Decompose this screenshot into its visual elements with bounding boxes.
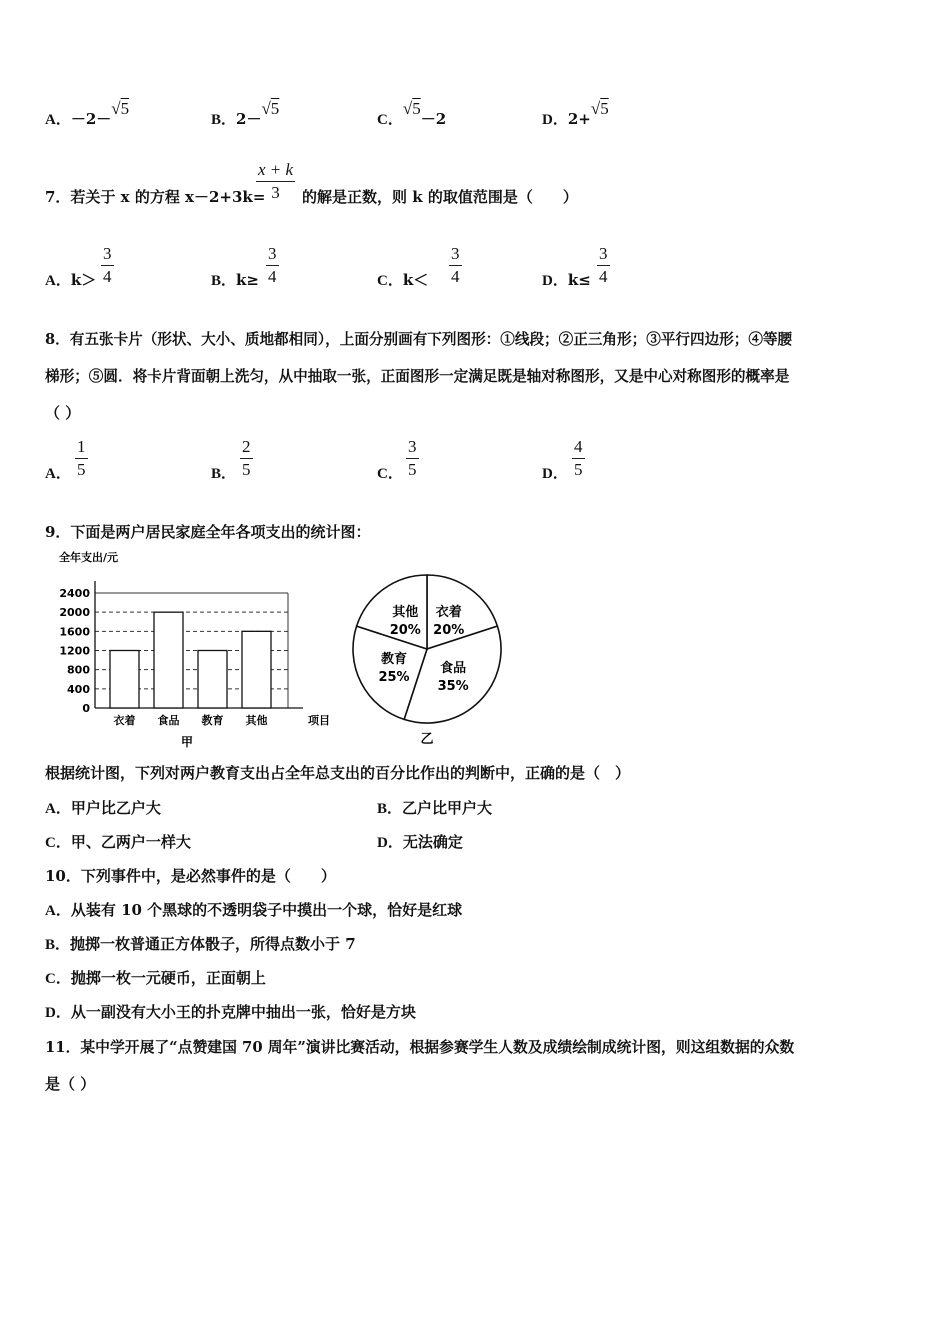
bar-chart-category-label: 衣着 [113,714,136,727]
q7-option-d-fraction: $\frac{3}{4}$ [599,244,608,286]
q10-option-d: D．从一副没有大小王的扑克牌中抽出一张，恰好是方块 [45,1003,416,1021]
q10-option-a: A．从装有 10 个黑球的不透明袋子中摸出一个球，恰好是红球 [45,901,463,919]
q9-question: 根据统计图，下列对两户教育支出占全年总支出的百分比作出的判断中，正确的是（ ） [45,764,631,782]
q8-option-d: D． [542,466,568,482]
q6-option-b: B．2－√5 [211,99,280,128]
pie-chart-slice-percent: 20% [433,623,465,639]
bar-chart-xlabel: 项目 [308,714,330,727]
bar-chart-ylabel: 全年支出/元 [59,551,119,564]
bar-chart-ytick-label: 0 [82,702,90,715]
q6-option-c-post: －2 [420,110,447,128]
pie-chart-slice-name: 食品 [440,661,467,677]
q6-option-d: D．2+√5 [542,99,609,128]
q7-option-c: C．k＜ [377,271,429,289]
bar-chart-ytick-label: 1200 [59,644,90,658]
bar-chart-category-label: 教育 [201,714,224,727]
bar-chart-bar [242,631,271,708]
bar-chart-ytick-label: 2400 [59,587,90,600]
q6-option-a: A．－2－√5 [45,99,130,128]
bar-chart-ytick-label: 1600 [59,625,90,639]
bar-chart-title: 甲 [180,735,194,749]
pie-chart-slice-name: 教育 [381,651,408,667]
q8-stem-line-3: （ ） [45,404,81,422]
q9-option-a: A．甲户比乙户大 [45,799,161,817]
q7-stem-part-a: 7．若关于 x 的方程 x－2+3k= [45,188,266,206]
pie-chart-slice-name: 其他 [392,605,419,621]
q11-stem-line-1: 11．某中学开展了“点赞建国 70 周年”演讲比赛活动，根据参赛学生人数及成绩绘制成统计图，则这组数据的众数 [45,1039,795,1056]
q6-option-a-pre: －2－ [70,110,112,128]
q8-option-b: B． [211,466,237,482]
q7-option-c-fraction: $\frac{3}{4}$ [451,244,460,286]
q9-option-c: C．甲、乙两户一样大 [45,833,191,851]
q8-stem-line-2: 梯形；⑤圆．将卡片背面朝上洗匀，从中抽取一张，正面图形一定满足既是轴对称图形，又是中心对称图形的概率是 [45,368,790,385]
pie-chart-title: 乙 [420,732,434,747]
bar-chart-ytick-label: 400 [67,682,90,696]
q9-stem: 9．下面是两户居民家庭全年各项支出的统计图： [45,523,371,541]
pie-chart-yi [345,565,515,750]
q8-option-d-fraction: $\frac{4}{5}$ [574,437,583,479]
q9-option-b: B．乙户比甲户大 [377,799,493,817]
q8-option-c-fraction: $\frac{3}{5}$ [408,437,417,479]
bar-chart-bar [154,612,183,708]
q6-option-c-radicand: 5 [412,99,421,118]
q9-option-d: D．无法确定 [377,833,463,851]
q6-option-c: C．√5－2 [377,99,447,128]
q6-option-d-pre: 2+ [567,110,591,128]
q6-option-b-radicand: 5 [270,99,280,118]
pie-chart-slice-percent: 25% [378,669,410,685]
q10-option-b: B．抛掷一枚普通正方体骰子，所得点数小于 7 [45,935,356,953]
q7-option-b-fraction: $\frac{3}{4}$ [268,244,277,286]
q10-option-c: C．抛掷一枚一元硬币，正面朝上 [45,969,266,987]
q6-option-d-radicand: 5 [600,99,609,118]
q11-stem-line-2: 是（ ） [45,1075,96,1093]
q8-option-a-fraction: $\frac{1}{5}$ [77,437,86,479]
q8-stem-line-1: 8．有五张卡片（形状、大小、质地都相同），上面分别画有下列图形：①线段；②正三角形；③平行四边形；④等腰 [45,331,793,348]
bar-chart-bar [110,651,139,709]
q8-option-c: C． [377,466,403,482]
bar-chart-ytick-label: 800 [67,663,90,677]
bar-chart-category-label: 其他 [245,714,268,727]
bar-chart-category-label: 食品 [157,714,180,727]
q8-option-b-fraction: $\frac{2}{5}$ [242,437,251,479]
q7-stem-part-b: 的解是正数，则 k 的取值范围是（ ） [302,188,578,206]
pie-chart-slice-percent: 20% [389,623,421,639]
pie-chart-slice-percent: 35% [437,679,469,695]
q7-stem-fraction: $\frac{x + k}{3}$ [258,160,294,202]
q7-option-a: A．k＞ [45,271,97,289]
q7-option-b: B．k≥ [211,271,259,289]
bar-chart-bar [198,651,227,709]
q10-stem: 10．下列事件中，是必然事件的是（ ） [45,867,336,885]
q8-option-a: A． [45,466,71,482]
q6-option-b-pre: 2－ [236,110,262,128]
bar-chart-ytick-label: 2000 [59,606,90,620]
pie-chart-slice-name: 衣着 [435,605,462,621]
bar-chart-jia [45,545,330,755]
q7-option-d: D．k≤ [542,271,591,289]
q6-option-a-radicand: 5 [120,99,130,118]
q7-option-a-fraction: $\frac{3}{4}$ [103,244,112,286]
